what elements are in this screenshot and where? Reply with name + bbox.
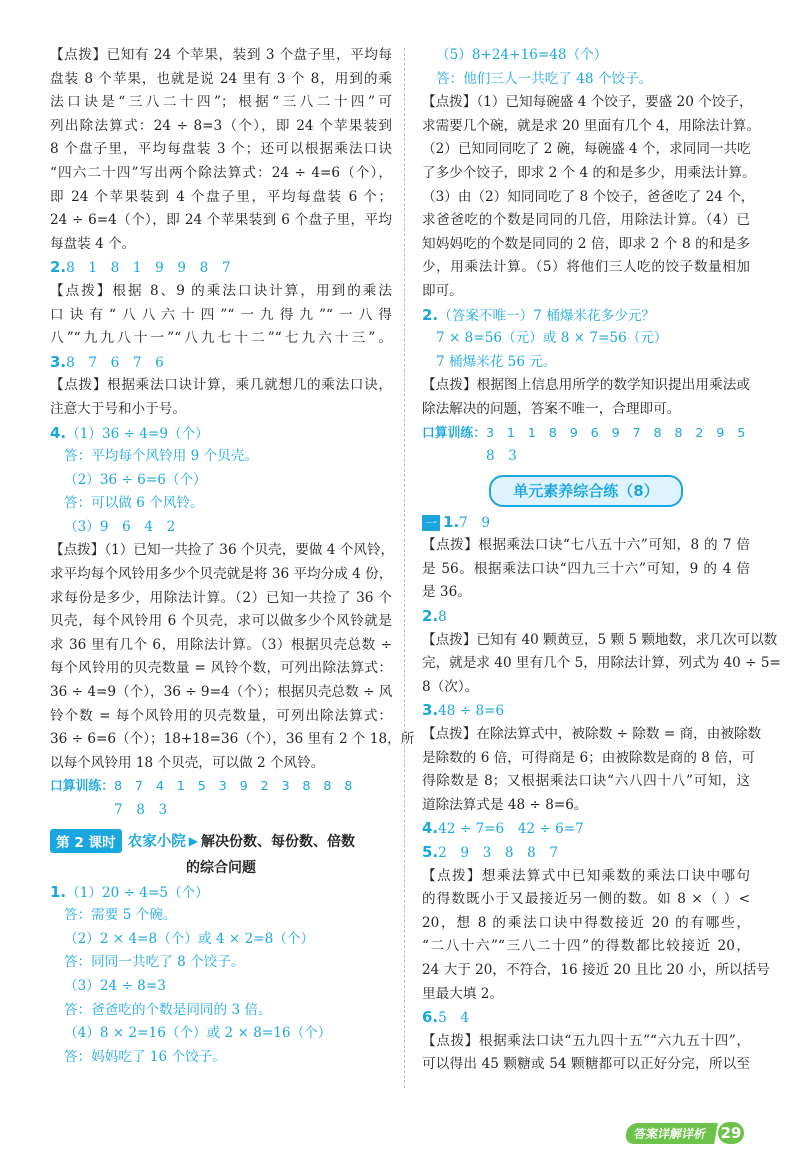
- text-line: [50, 881, 392, 905]
- line-text: 【点拨】根据图上信息用所学的数学知识提出用乘法或: [422, 377, 750, 394]
- text-line: [422, 1006, 750, 1030]
- text-line: [422, 629, 778, 653]
- text-line: [422, 233, 750, 257]
- line-text: 可以得出 45 颗糖或 54 颗糖都可以正好分完，所以至: [422, 1056, 750, 1073]
- text-line: [50, 657, 392, 681]
- text-line: [422, 138, 750, 162]
- line-text: 2 9 3 8 8 7: [438, 845, 559, 861]
- line-text: 【点拨】已知有 40 颗黄豆，5 颗 5 颗地数，求几次可以数: [422, 631, 778, 648]
- text-line: [422, 1053, 750, 1077]
- line-text: 答：他们三人一共吃了 48 个饺子。: [436, 70, 653, 87]
- line-text: 了多少个饺子，即求 2 个 4 的和是多少，用乘法计算。: [422, 164, 756, 181]
- play-arrow-icon: ▶: [188, 833, 198, 848]
- line-text: 除法解决的问题，答案不唯一，合理即可。: [422, 400, 681, 417]
- line-text: 36 ÷ 6=6（个）；18+18=36（个），36 里有 2 个 18，所: [50, 731, 415, 748]
- text-line: [422, 983, 750, 1007]
- line-text: （2）已知同同吃了 2 碗，每碗盛 4 个，求同同一共吃: [422, 141, 751, 158]
- text-line: [422, 935, 750, 959]
- text-line: [50, 209, 392, 233]
- text-line: [50, 904, 392, 928]
- text-line: [422, 304, 750, 328]
- text-line: [50, 587, 392, 611]
- line-text: 42 ÷ 7=6 42 ÷ 6=7: [438, 821, 584, 838]
- text-line: [422, 511, 750, 535]
- line-text: （1）20 ÷ 4=5（个）: [66, 884, 209, 901]
- line-text: （4）8 × 2=16（个）或 2 × 8=16（个）: [64, 1025, 332, 1042]
- text-line: [50, 539, 395, 563]
- text-line: [50, 374, 392, 398]
- line-text: 8 7 6 7 6: [66, 354, 164, 371]
- line-text: 8 个盘子里，平均每盘装 3 个；还可以根据乘法口诀: [50, 141, 392, 158]
- text-line: [50, 327, 392, 351]
- line-text: （3）9 6 4 2: [64, 518, 176, 535]
- line-text: 8 1 8 1 9 9 8 7: [66, 260, 231, 277]
- item-number: 2.: [422, 607, 439, 626]
- line-text: 道除法算式是 48 ÷ 8=6。: [422, 796, 588, 813]
- text-line: [422, 534, 750, 558]
- text-line: [422, 44, 750, 68]
- line-text: （2）2 × 4=8（个）或 4 × 2=8（个）: [64, 930, 315, 947]
- line-text: 列出除法算式：24 ÷ 8=3（个），即 24 个苹果装到: [50, 117, 392, 134]
- line-text: 的得数既小于又最接近另一侧的数。如 8 ×（ ）<: [422, 891, 750, 908]
- line-text: 法口诀是“三八二十四”；根据“三八二十四”可: [50, 94, 392, 111]
- lesson-header: [50, 827, 392, 855]
- item-number: 4.: [50, 423, 67, 442]
- line-text: 20，想 8 的乘法口诀中得数接近 20 的有哪些，: [422, 914, 750, 931]
- line-text: 答：妈妈吃了 16 个饺子。: [64, 1048, 226, 1065]
- text-line: [50, 634, 392, 658]
- line-text: 48 ÷ 8=6: [438, 703, 505, 720]
- line-text: 【点拨】想乘法算式中已知乘数的乘法口诀中哪句: [422, 867, 750, 884]
- item-number: 3.: [422, 701, 439, 720]
- text-line: [50, 928, 392, 952]
- text-line: [422, 91, 753, 115]
- line-text: 知妈妈吃的个数是同同的 2 倍，即求 2 个 8 的和是多: [422, 235, 750, 252]
- line-text: 8 7 4 1 5 3 9 2 3 8 8 8: [113, 779, 353, 795]
- text-line: [422, 209, 750, 233]
- line-text: 是 36。: [422, 584, 471, 601]
- line-text: 7 × 8=56（元）或 8 × 7=56（元）: [436, 330, 668, 347]
- line-text: 以每个风铃用 18 个贝壳，可以做 2 个风铃。: [50, 754, 325, 771]
- line-text: “四六二十四”写出两个除法算式：24 ÷ 4=6（个），: [50, 164, 392, 181]
- text-line: [50, 975, 392, 999]
- text-line: [50, 44, 392, 68]
- text-line: [422, 68, 750, 92]
- text-line: [50, 138, 392, 162]
- text-line: [422, 676, 750, 700]
- text-line: [422, 770, 750, 794]
- text-line: [422, 581, 750, 605]
- text-line: [422, 1030, 750, 1054]
- text-line: [50, 563, 392, 587]
- item-number: 1.: [443, 512, 460, 531]
- text-line: [50, 186, 392, 210]
- line-text: （5）8+24+16=48（个）: [436, 47, 608, 63]
- item-number: 2.: [422, 305, 439, 324]
- text-line: [422, 652, 781, 676]
- line-text: 8（次）。: [422, 678, 479, 695]
- item-number: 6.: [422, 1008, 439, 1027]
- line-text: 口诀有“八八六十四”“一九得九”“一八得: [50, 306, 392, 323]
- line-text: 求爸爸吃的个数是同同的几倍，用除法计算。（4）已: [422, 212, 750, 229]
- item-number: 2.: [50, 258, 67, 277]
- line-text: 每盘装 4 个。: [50, 235, 136, 252]
- text-line: [422, 256, 750, 280]
- text-line: [50, 516, 392, 540]
- line-text: 8 3: [486, 448, 517, 465]
- item-number: 1.: [50, 882, 67, 901]
- line-text: 24 大于 20，不符合，16 接近 20 且比 20 小，所以括号: [422, 961, 770, 978]
- line-text: （1）36 ÷ 4=9（个）: [66, 425, 209, 442]
- text-line: [50, 351, 392, 375]
- item-number: 4.: [422, 819, 439, 838]
- text-line: [50, 68, 392, 92]
- text-line: [422, 605, 750, 629]
- line-text: 铃个数 = 每个风铃用的贝壳数量，可列出除法算式：: [50, 707, 392, 724]
- line-text: 24 ÷ 6=4（个），即 24 个苹果装到 6 个盘子里，平均: [50, 212, 392, 229]
- line-text: 求 36 里有几个 6，用除法计算。（3）根据贝壳总数 ÷: [50, 636, 392, 653]
- line-text: 7 9: [459, 514, 491, 531]
- line-text: 【点拨】根据乘法口诀“七八五十六”可知，8 的 7 倍: [422, 537, 750, 554]
- line-text: 36 ÷ 4=9（个），36 ÷ 9=4（个）；根据贝壳总数 ÷ 风: [50, 684, 393, 701]
- line-text: 注意大于号和小于号。: [50, 400, 186, 417]
- line-text: 完，就是求 40 里有几个 5，用除法计算，列式为 40 ÷ 5=: [422, 655, 781, 672]
- text-line: [50, 728, 415, 752]
- page-footer: [626, 1122, 744, 1144]
- text-line: [422, 115, 760, 139]
- text-line: [422, 280, 750, 304]
- text-line: [422, 327, 750, 351]
- unit-banner: 单元素养综合练（8）: [489, 475, 683, 507]
- text-line: [50, 1022, 392, 1046]
- text-line: [422, 865, 750, 889]
- text-line: [422, 422, 750, 446]
- text-line: [422, 841, 750, 865]
- text-line: [50, 469, 392, 493]
- line-text: 即可。: [422, 282, 463, 299]
- line-text: 8: [438, 609, 447, 626]
- text-line: [50, 775, 392, 799]
- text-line: [50, 445, 392, 469]
- line-text: 求平均每个风铃用多少个贝壳就是将 36 平均分成 4 份，: [50, 566, 393, 583]
- line-text: （答案不唯一）7 桶爆米花多少元？: [438, 307, 656, 324]
- text-line: [50, 280, 392, 304]
- line-text: 求每份是多少，用除法计算。（2）已知一共捡了 36 个: [50, 589, 392, 606]
- oral-training-label: 口算训练：: [422, 425, 486, 441]
- oral-training-label: 口算训练：: [50, 779, 114, 795]
- text-line: [422, 817, 750, 841]
- text-line: [50, 422, 392, 446]
- line-text: 是除数的 6 倍，可得商是 6；由被除数是商的 8 倍，可: [422, 749, 756, 766]
- text-line: [422, 723, 762, 747]
- section-marker: 一: [422, 515, 440, 531]
- text-line: [422, 445, 750, 469]
- text-line: [422, 398, 750, 422]
- line-text: 【点拨】根据乘法口诀计算，乘几就想几的乘法口诀，: [50, 377, 392, 394]
- left-column: [50, 44, 415, 1069]
- line-text: 答：可以做 6 个风铃。: [64, 495, 204, 512]
- text-line: [422, 558, 750, 582]
- text-line: [50, 256, 392, 280]
- line-text: 得除数是 8；又根据乘法口诀“六八四十八”可知，这: [422, 773, 750, 790]
- line-text: 少，用乘法计算。（5）将他们三人吃的饺子数量相加: [422, 259, 750, 276]
- line-text: （3）24 ÷ 8=3: [64, 977, 166, 994]
- text-line: [50, 681, 392, 705]
- text-line: [50, 233, 392, 257]
- lesson-topic-cont: 的综合问题: [186, 859, 256, 876]
- line-text: （2）36 ÷ 6=6（个）: [64, 471, 207, 488]
- text-line: [422, 374, 750, 398]
- text-line: [422, 888, 750, 912]
- text-line: [422, 351, 750, 375]
- lesson-name: 农家小院: [127, 834, 186, 851]
- lesson-topic: 解决份数、每份数、倍数: [200, 833, 355, 850]
- line-text: 八”“九九八十一”“八九七十二”“七九六十三”。: [50, 330, 392, 347]
- text-line: [50, 162, 392, 186]
- line-text: 【点拨】（1）已知每碗盛 4 个饺子，要盛 20 个饺子，: [422, 94, 753, 111]
- line-text: 答：同同一共吃了 8 个饺子。: [64, 954, 245, 971]
- lesson-tag: 第 2 课时: [50, 829, 122, 853]
- line-text: 求需要几个碗，就是求 20 里面有几个 4，用除法计算。: [422, 117, 760, 134]
- text-line: [50, 752, 392, 776]
- line-text: 7 桶爆米花 56 元。: [436, 353, 557, 370]
- item-number: 3.: [50, 352, 67, 371]
- line-text: 是 56。根据乘法口诀“四九三十六”可知，9 的 4 倍: [422, 560, 750, 577]
- text-line: [50, 492, 392, 516]
- line-text: 每个风铃用的贝壳数量 = 风铃个数，可列出除法算式：: [50, 660, 392, 677]
- text-line: [50, 398, 392, 422]
- page-number: 29: [718, 1122, 744, 1144]
- text-line: [50, 1046, 392, 1070]
- text-line: [422, 186, 755, 210]
- text-line: [50, 705, 392, 729]
- text-line: [50, 999, 392, 1023]
- text-line: [50, 115, 392, 139]
- text-line: [50, 304, 392, 328]
- line-text: （3）由（2）知同同吃了 8 个饺子，爸爸吃了 24 个，: [422, 188, 755, 205]
- line-text: 【点拨】在除法算式中，被除数 ÷ 除数 = 商，由被除数: [422, 726, 762, 743]
- line-text: 里最大填 2。: [422, 985, 503, 1002]
- text-line: [422, 794, 750, 818]
- line-text: 3 1 1 8 9 6 9 7 8 8 2 9 5: [485, 425, 746, 441]
- line-text: 答：平均每个风铃用 9 个贝壳。: [64, 448, 259, 465]
- text-line: [422, 162, 756, 186]
- line-text: 7 8 3: [114, 802, 168, 818]
- line-text: 【点拨】已知有 24 个苹果，装到 3 个盘子里，平均每: [50, 47, 392, 63]
- line-text: 答：需要 5 个碗。: [64, 907, 177, 924]
- text-line: [422, 747, 756, 771]
- text-line: [422, 959, 770, 983]
- text-line: [422, 912, 750, 936]
- line-text: 盘装 8 个苹果，也就是说 24 里有 3 个 8，用到的乘: [50, 70, 392, 87]
- item-number: 5.: [422, 843, 439, 861]
- line-text: 【点拨】根据乘法口诀“五九四十五”“六九五十四”，: [422, 1032, 750, 1049]
- line-text: 【点拨】（1）已知一共捡了 36 个贝壳，要做 4 个风铃，: [50, 542, 395, 559]
- line-text: 即 24 个苹果装到 4 个盘子里，平均每盘装 6 个；: [50, 188, 392, 205]
- line-text: 5 4: [438, 1010, 470, 1027]
- line-text: 答：爸爸吃的个数是同同的 3 倍。: [64, 1001, 272, 1018]
- text-line: [50, 610, 392, 634]
- line-text: “二八十六”“三八二十四”的得数都比较接近 20，: [422, 938, 750, 955]
- text-line: [50, 799, 392, 823]
- text-line: [50, 91, 392, 115]
- text-line: [50, 951, 392, 975]
- column-divider: [404, 48, 405, 1088]
- line-text: 【点拨】根据 8、9 的乘法口诀计算，用到的乘法: [50, 282, 392, 299]
- right-column: [422, 44, 781, 1077]
- footer-label: 答案详解详析: [624, 1123, 718, 1144]
- text-line: [422, 699, 750, 723]
- line-text: 贝壳，每个风铃用 6 个贝壳，求可以做多少个风铃就是: [50, 613, 392, 630]
